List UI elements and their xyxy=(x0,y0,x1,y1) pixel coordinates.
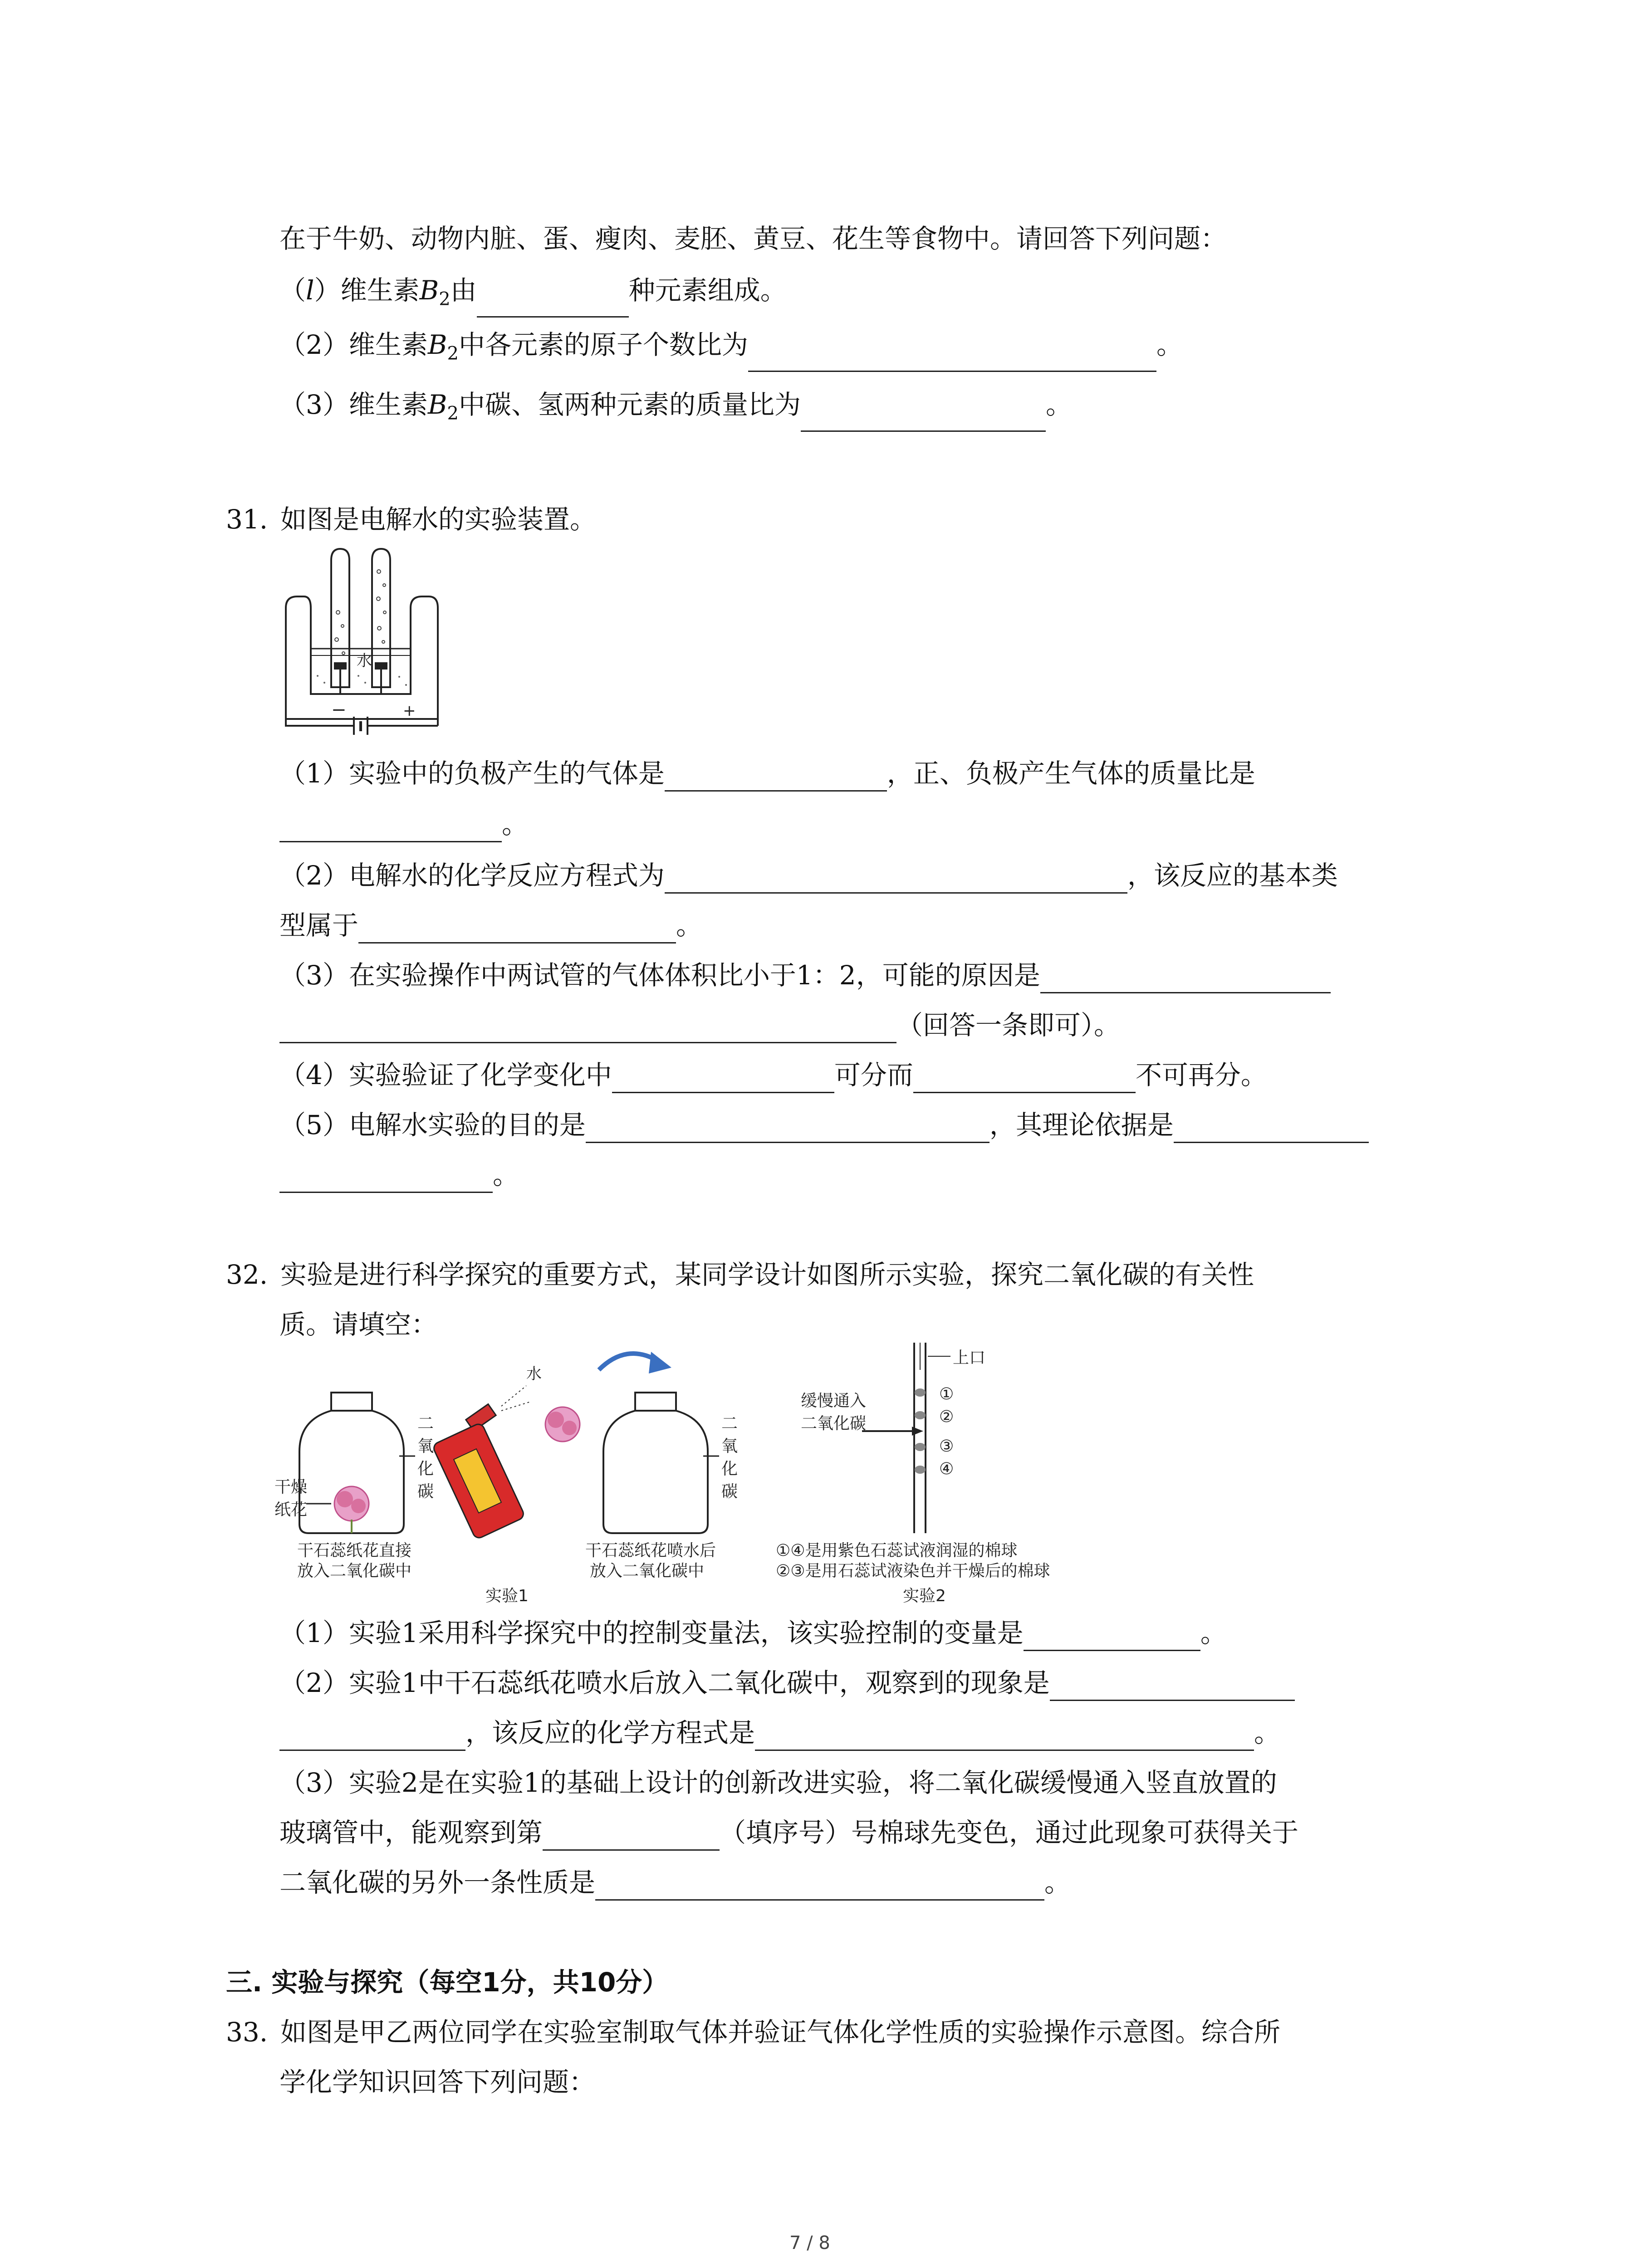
svg-text:②: ② xyxy=(939,1408,954,1426)
answer-blank[interactable] xyxy=(586,1112,989,1143)
q32-part1: （1）实验1采用科学探究中的控制变量法，该实验控制的变量是 。 xyxy=(279,1615,1227,1651)
q32-stem: 32. 实验是进行科学探究的重要方式，某同学设计如图所示实验，探究二氧化碳的有关性 xyxy=(226,1259,1254,1290)
q31-stem: 31. 如图是电解水的实验装置。 xyxy=(226,504,597,535)
q32-stem-cont: 质。请填空： xyxy=(279,1309,438,1340)
svg-text:化: 化 xyxy=(417,1460,434,1478)
answer-blank[interactable] xyxy=(1024,1620,1200,1651)
svg-text:氧: 氧 xyxy=(417,1437,434,1456)
svg-text:放入二氧化碳中: 放入二氧化碳中 xyxy=(590,1562,705,1580)
q30-part3: （3）维生素$B_2$中碳、氢两种元素的质量比为 。 xyxy=(279,386,1072,432)
svg-text:③: ③ xyxy=(939,1437,954,1456)
svg-text:上口: 上口 xyxy=(953,1349,986,1367)
answer-blank[interactable] xyxy=(279,1012,896,1043)
q31-part1: （1）实验中的负极产生的气体是 ，正、负极产生气体的质量比是 xyxy=(279,755,1255,792)
q31-part5-cont: 。 xyxy=(279,1157,519,1193)
electrolysis-apparatus-figure xyxy=(277,544,449,748)
arrow-icon xyxy=(599,1354,658,1370)
svg-text:碳: 碳 xyxy=(721,1482,738,1501)
minus-label: − xyxy=(331,699,347,720)
svg-text:干燥: 干燥 xyxy=(274,1478,308,1496)
answer-blank[interactable] xyxy=(612,1062,834,1093)
q33-stem-cont: 学化学知识回答下列问题： xyxy=(279,2067,596,2097)
svg-text:化: 化 xyxy=(721,1460,738,1478)
q31-part5: （5）电解水实验的目的是 ，其理论依据是 xyxy=(279,1107,1369,1143)
answer-blank[interactable] xyxy=(665,760,887,792)
svg-text:纸花: 纸花 xyxy=(274,1501,308,1519)
answer-blank[interactable] xyxy=(801,401,1046,432)
svg-text:①④是用紫色石蕊试液润湿的棉球: ①④是用紫色石蕊试液润湿的棉球 xyxy=(776,1541,1018,1560)
plus-label: + xyxy=(403,702,416,720)
q32-part2: （2）实验1中干石蕊纸花喷水后放入二氧化碳中，观察到的现象是 xyxy=(279,1665,1295,1701)
answer-blank[interactable] xyxy=(913,1062,1136,1093)
answer-blank[interactable] xyxy=(279,1720,465,1751)
svg-text:干石蕊纸花直接: 干石蕊纸花直接 xyxy=(297,1541,412,1560)
answer-blank[interactable] xyxy=(358,912,676,943)
water-label: 水 xyxy=(357,652,372,670)
section-heading: 三. 实验与探究（每空1分，共10分） xyxy=(226,1967,669,1998)
answer-blank[interactable] xyxy=(1040,962,1331,993)
answer-blank[interactable] xyxy=(279,1162,493,1193)
q32-part3-cont2: 二氧化碳的另外一条性质是 。 xyxy=(279,1864,1071,1901)
q30-part1: （l）维生素$B_2$由 种元素组成。 xyxy=(279,272,787,318)
svg-text:放入二氧化碳中: 放入二氧化碳中 xyxy=(297,1562,412,1580)
q31-part2: （2）电解水的化学反应方程式为 ，该反应的基本类 xyxy=(279,857,1338,894)
answer-blank[interactable] xyxy=(543,1819,720,1851)
co2-experiment-figure xyxy=(272,1343,1125,1606)
svg-text:二: 二 xyxy=(721,1414,738,1433)
svg-text:②③是用石蕊试液染色并干燥后的棉球: ②③是用石蕊试液染色并干燥后的棉球 xyxy=(776,1562,1050,1580)
svg-text:实验1: 实验1 xyxy=(485,1587,529,1605)
flower-icon xyxy=(334,1486,369,1533)
q31-part1-cont: 。 xyxy=(279,806,528,842)
answer-blank[interactable] xyxy=(748,341,1156,372)
spray-bottle-icon xyxy=(432,1386,531,1540)
q31-part3: （3）在实验操作中两试管的气体体积比小于1：2，可能的原因是 xyxy=(279,957,1331,993)
intro-line: 在于牛奶、动物内脏、蛋、瘦肉、麦胚、黄豆、花生等食物中。请回答下列问题： xyxy=(279,223,1227,254)
q30-part2: （2）维生素$B_2$中各元素的原子个数比为 。 xyxy=(279,327,1183,372)
q32-part3-cont: 玻璃管中，能观察到第 （填序号）号棉球先变色，通过此现象可获得关于 xyxy=(279,1814,1298,1851)
q33-stem: 33. 如图是甲乙两位同学在实验室制取气体并验证气体化学性质的实验操作示意图。综合所 xyxy=(226,2017,1281,2048)
answer-blank[interactable] xyxy=(477,286,629,318)
q31-part2-cont: 型属于 。 xyxy=(279,907,702,943)
svg-text:干石蕊纸花喷水后: 干石蕊纸花喷水后 xyxy=(585,1541,716,1560)
answer-blank[interactable] xyxy=(755,1720,1254,1751)
svg-text:实验2: 实验2 xyxy=(903,1587,946,1605)
page-number: 7 / 8 xyxy=(789,2233,830,2253)
answer-blank[interactable] xyxy=(1050,1670,1295,1701)
q31-part3-cont: （回答一条即可）。 xyxy=(279,1007,1120,1043)
svg-text:碳: 碳 xyxy=(417,1482,434,1501)
svg-text:氧: 氧 xyxy=(721,1437,738,1456)
answer-blank[interactable] xyxy=(595,1869,1044,1901)
answer-blank[interactable] xyxy=(279,811,502,842)
q32-part2-cont: ，该反应的化学方程式是 。 xyxy=(279,1715,1280,1751)
q31-part4: （4）实验验证了化学变化中 可分而 不可再分。 xyxy=(279,1057,1267,1093)
svg-text:缓慢通入: 缓慢通入 xyxy=(801,1392,867,1410)
q32-part3: （3）实验2是在实验1的基础上设计的创新改进实验，将二氧化碳缓慢通入竖直放置的 xyxy=(279,1767,1277,1798)
svg-text:二: 二 xyxy=(417,1414,434,1433)
svg-text:水: 水 xyxy=(526,1365,542,1383)
flower-icon xyxy=(545,1407,580,1442)
svg-text:二氧化碳: 二氧化碳 xyxy=(801,1414,867,1433)
answer-blank[interactable] xyxy=(1174,1112,1369,1143)
svg-text:①: ① xyxy=(939,1385,954,1403)
answer-blank[interactable] xyxy=(665,862,1127,894)
svg-text:④: ④ xyxy=(939,1460,954,1478)
